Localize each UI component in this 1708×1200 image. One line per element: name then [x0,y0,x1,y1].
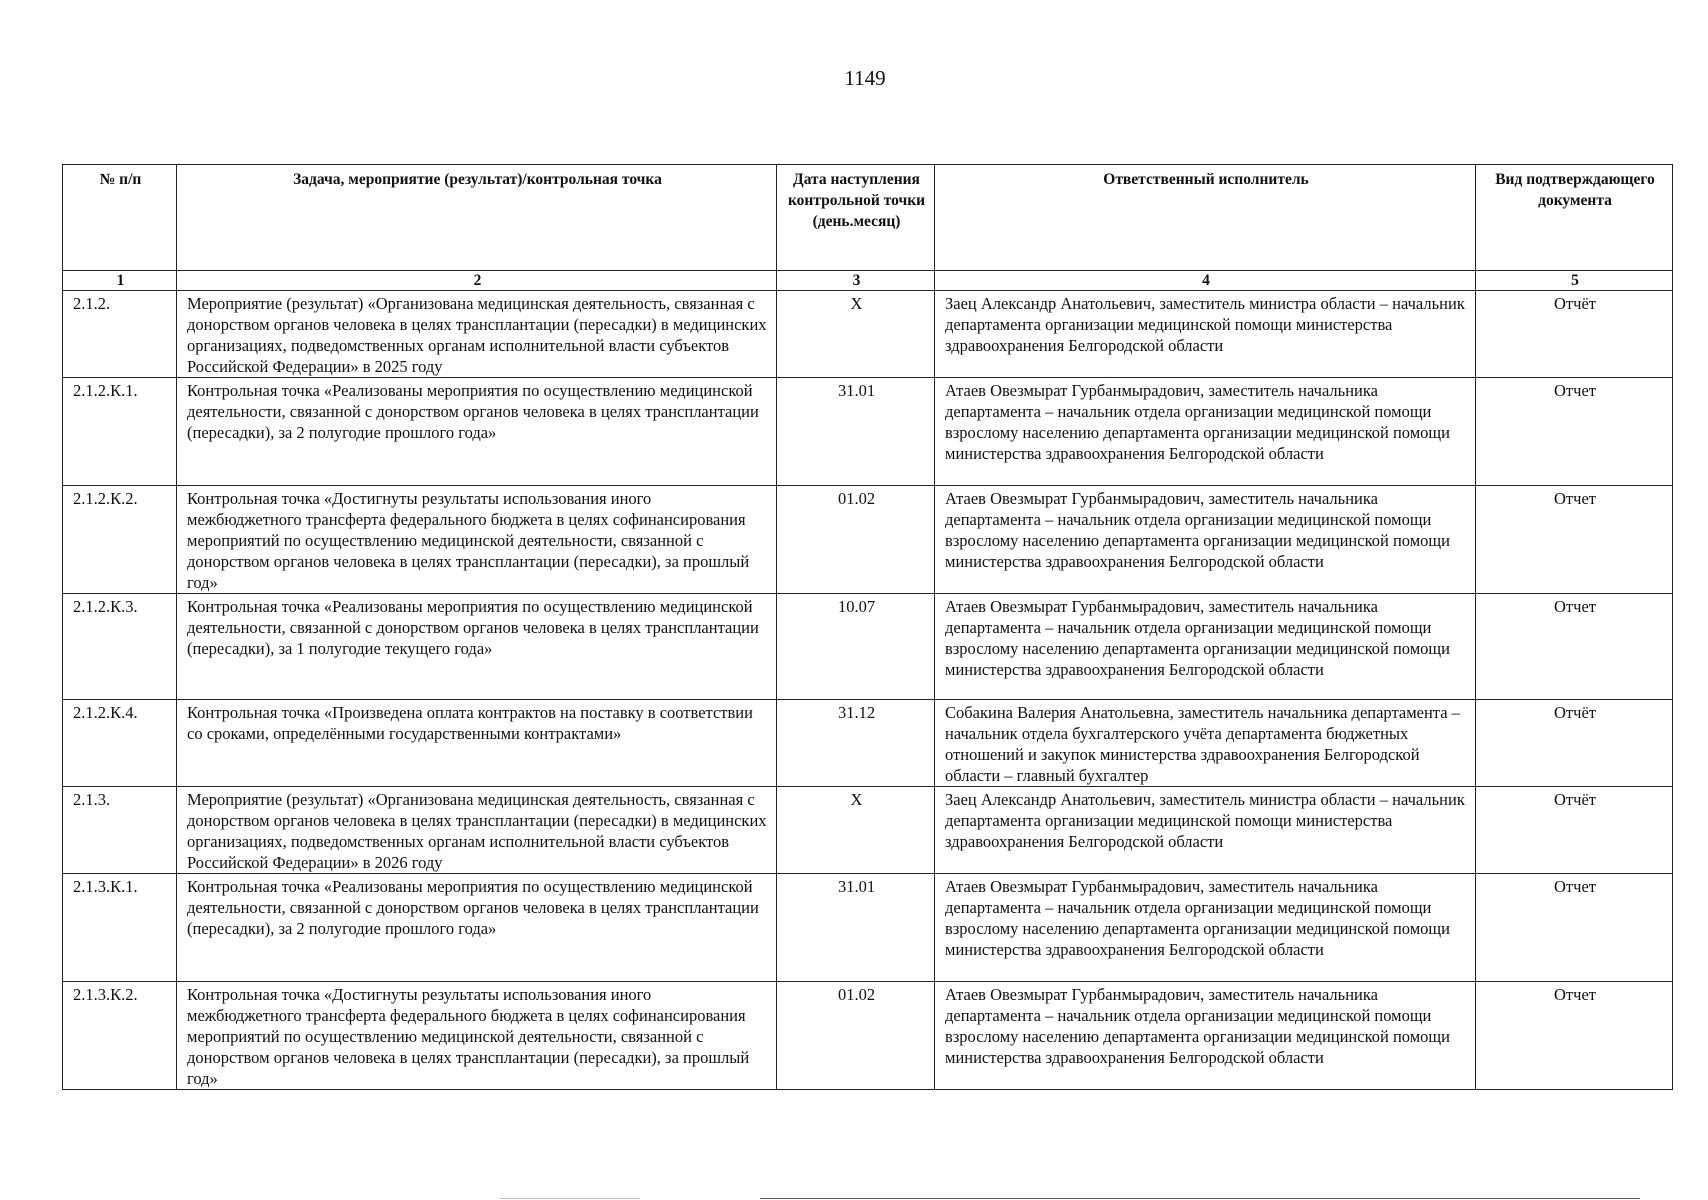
table-row [63,486,1673,594]
row-doc: Отчёт [1476,291,1673,378]
row-num: 2.1.2.К.4. [63,700,177,787]
row-responsible: Заец Александр Анатольевич, заместитель министра области – начальник департамента организации медицинской помощи министерства здравоохранения Белгородской области [935,291,1476,378]
row-date: X [777,291,935,378]
page-number: 1149 [844,66,886,90]
row-date: 31.01 [777,378,935,486]
row-doc: Отчет [1476,874,1673,982]
row-num: 2.1.3. [63,787,177,874]
column-number: 4 [935,271,1476,291]
header-doc: Вид подтверждающего документа [1476,165,1673,271]
row-responsible: Атаев Овезмырат Гурбанмырадович, заместитель начальника департамента – начальник отдела организации медицинской помощи взрослому населению департамента организации медицинской помощи министерства здравоохранения Белгородской области [935,486,1476,594]
column-number: 5 [1476,271,1673,291]
column-number: 2 [177,271,777,291]
row-num: 2.1.3.К.2. [63,982,177,1090]
column-number: 1 [63,271,177,291]
row-num: 2.1.2. [63,291,177,378]
header-task: Задача, мероприятие (результат)/контрольная точка [177,165,777,271]
row-date: 10.07 [777,594,935,700]
row-date: 31.12 [777,700,935,787]
column-numbers-row [63,271,1673,291]
row-doc: Отчет [1476,982,1673,1090]
row-responsible: Атаев Овезмырат Гурбанмырадович, заместитель начальника департамента – начальник отдела организации медицинской помощи взрослому населению департамента организации медицинской помощи министерства здравоохранения Белгородской области [935,594,1476,700]
table-row [63,594,1673,700]
row-date: 31.01 [777,874,935,982]
row-doc: Отчет [1476,594,1673,700]
control-points-table [62,164,1673,1090]
row-task: Мероприятие (результат) «Организована медицинская деятельность, связанная с донорством органов человека в целях трансплантации (пересадки) в медицинских организациях, подведомственных органам исполнительной власти субъектов Российской Федерации» в 2026 году [177,787,777,874]
table-row [63,700,1673,787]
row-task: Мероприятие (результат) «Организована медицинская деятельность, связанная с донорством органов человека в целях трансплантации (пересадки) в медицинских организациях, подведомственных органам исполнительной власти субъектов Российской Федерации» в 2025 году [177,291,777,378]
table-row [63,874,1673,982]
row-num: 2.1.2.К.1. [63,378,177,486]
row-doc: Отчёт [1476,700,1673,787]
table-row [63,378,1673,486]
row-task: Контрольная точка «Достигнуты результаты использования иного межбюджетного трансферта федерального бюджета в целях софинансирования мероприятий по осуществлению медицинской деятельности, связанной с донорством органов человека в целях трансплантации (пересадки), за прошлый год» [177,982,777,1090]
scan-artifact-line [500,1198,640,1199]
row-num: 2.1.3.К.1. [63,874,177,982]
row-responsible: Атаев Овезмырат Гурбанмырадович, заместитель начальника департамента – начальник отдела организации медицинской помощи взрослому населению департамента организации медицинской помощи министерства здравоохранения Белгородской области [935,378,1476,486]
row-doc: Отчет [1476,486,1673,594]
row-responsible: Заец Александр Анатольевич, заместитель министра области – начальник департамента организации медицинской помощи министерства здравоохранения Белгородской области [935,787,1476,874]
row-doc: Отчет [1476,378,1673,486]
table-row [63,787,1673,874]
header-num: № п/п [63,165,177,271]
header-date: Дата наступления контрольной точки (день.месяц) [777,165,935,271]
row-num: 2.1.2.К.3. [63,594,177,700]
row-responsible: Собакина Валерия Анатольевна, заместитель начальника департамента – начальник отдела бухгалтерского учёта департамента бюджетных отношений и закупок министерства здравоохранения Белгородской области – главный бухгалтер [935,700,1476,787]
row-responsible: Атаев Овезмырат Гурбанмырадович, заместитель начальника департамента – начальник отдела организации медицинской помощи взрослому населению департамента организации медицинской помощи министерства здравоохранения Белгородской области [935,874,1476,982]
row-responsible: Атаев Овезмырат Гурбанмырадович, заместитель начальника департамента – начальник отдела организации медицинской помощи взрослому населению департамента организации медицинской помощи министерства здравоохранения Белгородской области [935,982,1476,1090]
row-date: 01.02 [777,486,935,594]
row-task: Контрольная точка «Достигнуты результаты использования иного межбюджетного трансферта федерального бюджета в целях софинансирования мероприятий по осуществлению медицинской деятельности, связанной с донорством органов человека в целях трансплантации (пересадки), за прошлый год» [177,486,777,594]
scan-artifact-line [760,1198,1640,1199]
row-doc: Отчёт [1476,787,1673,874]
row-task: Контрольная точка «Реализованы мероприятия по осуществлению медицинской деятельности, связанной с донорством органов человека в целях трансплантации (пересадки), за 2 полугодие прошлого года» [177,874,777,982]
row-task: Контрольная точка «Реализованы мероприятия по осуществлению медицинской деятельности, связанной с донорством органов человека в целях трансплантации (пересадки), за 2 полугодие прошлого года» [177,378,777,486]
header-responsible: Ответственный исполнитель [935,165,1476,271]
row-task: Контрольная точка «Реализованы мероприятия по осуществлению медицинской деятельности, связанной с донорством органов человека в целях трансплантации (пересадки), за 1 полугодие текущего года» [177,594,777,700]
table-row [63,291,1673,378]
row-date: X [777,787,935,874]
row-date: 01.02 [777,982,935,1090]
column-number: 3 [777,271,935,291]
row-task: Контрольная точка «Произведена оплата контрактов на поставку в соответствии со сроками, определёнными государственными контрактами» [177,700,777,787]
table-row [63,982,1673,1090]
table-header-row [63,165,1673,271]
row-num: 2.1.2.К.2. [63,486,177,594]
